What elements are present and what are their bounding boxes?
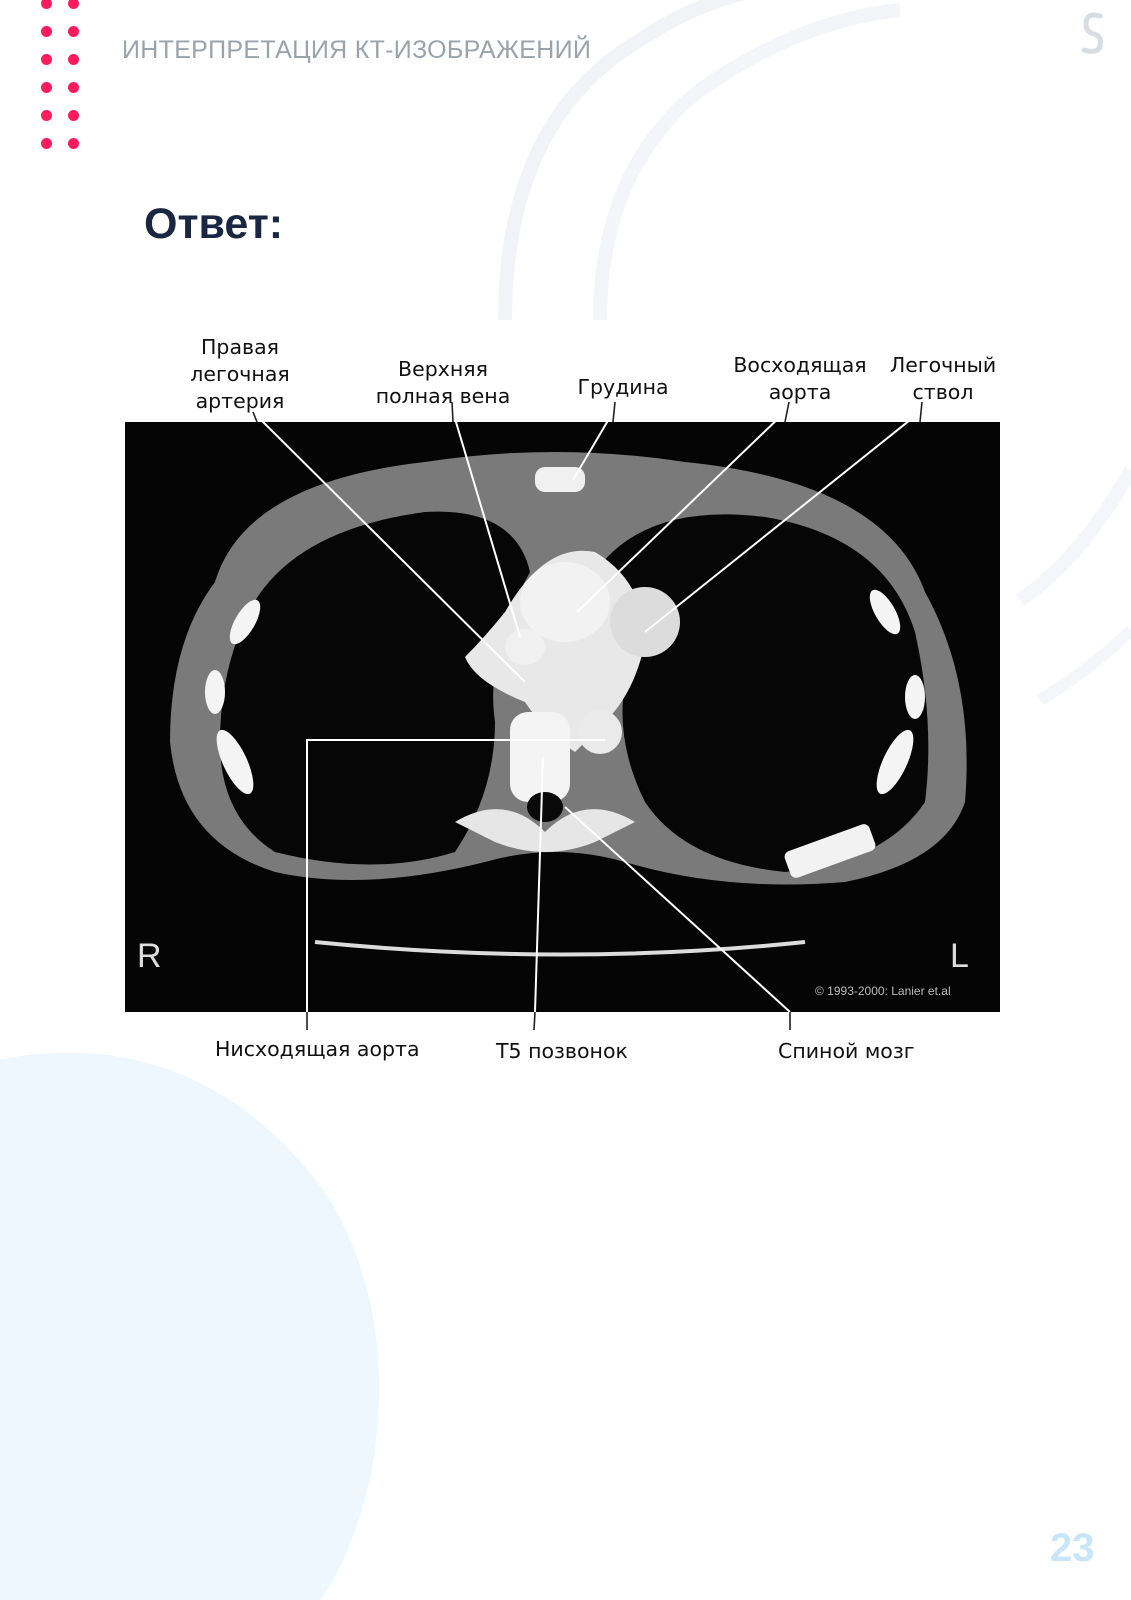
page-number: 23 — [1050, 1526, 1095, 1570]
leader-lines — [100, 330, 1040, 1090]
ct-marker-left: L — [950, 937, 969, 975]
label-right-pulmonary-artery: Правая легочная артерия — [190, 335, 290, 413]
label-spinal-cord: Спиной мозг — [778, 1039, 915, 1063]
label-superior-vena-cava: Верхняя полная вена — [375, 357, 511, 408]
section-title: Ответ: — [144, 200, 284, 248]
accent-dots-icon — [38, 0, 88, 160]
label-sternum: Грудина — [577, 375, 669, 399]
label-t5-vertebra: Т5 позвонок — [496, 1039, 628, 1063]
ct-figure — [100, 330, 1040, 1090]
ct-copyright: © 1993-2000: Lanier et.al — [815, 984, 951, 998]
label-pulmonary-trunk: Легочный ствол — [889, 353, 997, 404]
header-title: ИНТЕРПРЕТАЦИЯ КТ-ИЗОБРАЖЕНИЙ — [122, 36, 592, 64]
ct-marker-right: R — [137, 937, 162, 975]
brand-s-logo-icon — [1078, 8, 1108, 58]
label-ascending-aorta: Восходящая аорта — [733, 353, 867, 404]
label-descending-aorta: Нисходящая аорта — [215, 1037, 420, 1061]
